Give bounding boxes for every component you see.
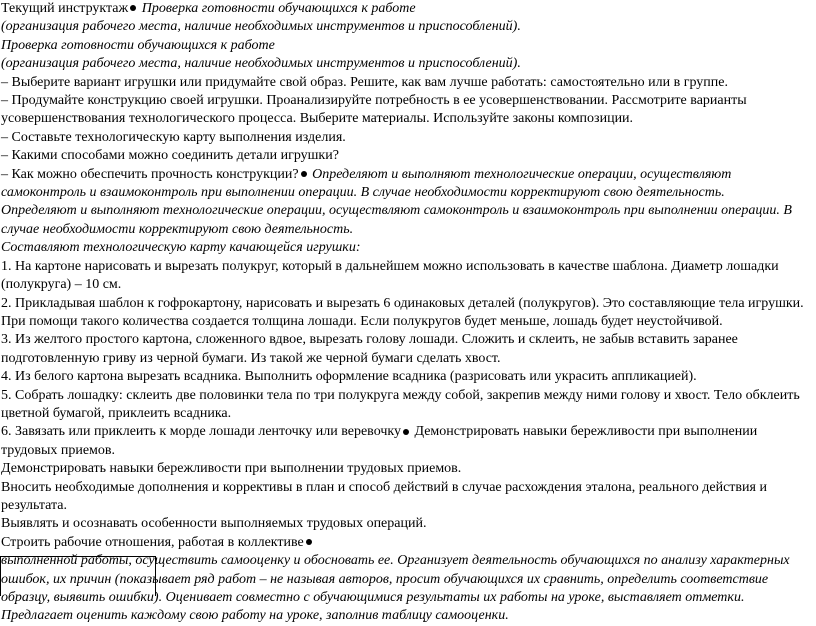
table-cell-border: [0, 556, 156, 596]
text-choose-toy: – Выберите вариант игрушки или придумайте свой образ. Решите, как вам лучше работать: самостоятельно или в группе.: [1, 74, 728, 90]
bullet-icon: [301, 171, 307, 177]
step-1: 1. На картоне нарисовать и вырезать полукруг, который в дальнейшем можно использовать в качестве шаблона. Диаметр лошадки (полукруга) – 10 см.: [1, 258, 779, 293]
text-tech-card-heading: Составляют технологическую карту качающейся игрушки:: [1, 240, 361, 256]
text-join-methods: – Какими способами можно соединить детали игрушки?: [1, 148, 339, 164]
text-think-design: – Продумайте конструкцию своей игрушки. Проанализируйте потребность в ее усовершенствовании. Рассмотрите варианты усовершенствования технологического процесса. Выберите материалы. Используйте законы композиции.: [1, 93, 747, 127]
text-workplace-note-2: (организация рабочего места, наличие необходимых инструментов и приспособлений).: [1, 56, 521, 72]
text-self-assessment: выполненной работы, осуществить самооценку и обосновать ее. Организует деятельность обучающихся по анализу характерных ошибок, их причин (показывает ряд работ – не называя авторов, просит обучающихся их сравнить, определить соответствие образцу, выявить ошибки). Оценивает совместно с обучающимися результаты их работы на уроке, выставляет отметки. Предлагает оценить каждому свою работу на уроке, заполнив таблицу самооценки.: [1, 553, 790, 624]
text-teamwork: Строить рабочие отношения, работая в коллективе: [1, 534, 304, 550]
paragraph-teamwork: [1, 534, 811, 552]
text-corrections: Вносить необходимые дополнения и коррективы в план и способ действий в случае расхождения эталона, реального действия и результата.: [1, 479, 767, 513]
paragraph-strength: [1, 166, 811, 203]
bullet-icon: [306, 539, 312, 545]
bullet-icon: [130, 5, 136, 11]
step-2: 2. Прикладывая шаблон к гофрокартону, нарисовать и вырезать 6 одинаковых деталей (полукругов). Это составляющие тела игрушки. При помощи такого количества создается толщина лошади. Если полукругов будет меньше, лошадь будет неустойчивой.: [1, 295, 804, 329]
text-features: Выявлять и осознавать особенности выполняемых трудовых операций.: [1, 516, 427, 532]
text-step-6: 6. Завязать или приклеить к морде лошади ленточку или веревочку: [1, 424, 401, 440]
text-thrift-2: Демонстрировать навыки бережливости при выполнении трудовых приемов.: [1, 461, 462, 477]
bullet-icon: [403, 429, 409, 435]
text-workplace-note: (организация рабочего места, наличие необходимых инструментов и приспособлений).: [1, 19, 521, 35]
paragraph-current-briefing: [1, 0, 811, 18]
text-current-briefing: Текущий инструктаж: [1, 1, 129, 16]
step-6: [1, 423, 811, 460]
step-5: 5. Собрать лошадку: склеить две половинки тела по три полукруга между собой, закрепив между ними голову и хвост. Тело обклеить цветной бумагой, приклеить всадника.: [1, 387, 800, 421]
document-body: [1, 0, 811, 626]
text-tech-card: – Составьте технологическую карту выполнения изделия.: [1, 129, 346, 145]
text-operations-2: Определяют и выполняют технологические операции, осуществляют самоконтроль и взаимоконтроль при выполнении операции. В случае необходимости корректируют свою деятельность.: [1, 203, 792, 237]
step-3: 3. Из желтого простого картона, сложенного вдвое, вырезать голову лошади. Сложить и склеить, не забыв вставить заранее подготовленную гриву из черной бумаги. Из такой же черной бумаги сделать хвост.: [1, 332, 738, 366]
text-readiness-check: Проверка готовности обучающихся к работе: [141, 1, 416, 16]
text-operations-1: Определяют и выполняют технологические операции, осуществляют самоконтроль и взаимоконтроль при выполнении операции. В случае необходимости корректируют свою деятельность.: [1, 166, 732, 201]
text-thrift-1: Демонстрировать навыки бережливости при выполнении трудовых приемов.: [1, 424, 758, 458]
step-4: 4. Из белого картона вырезать всадника. Выполнить оформление всадника (разрисовать или украсить аппликацией).: [1, 369, 697, 385]
text-strength-question: – Как можно обеспечить прочность конструкции?: [1, 166, 299, 182]
text-readiness-check-2: Проверка готовности обучающихся к работе: [1, 37, 275, 53]
